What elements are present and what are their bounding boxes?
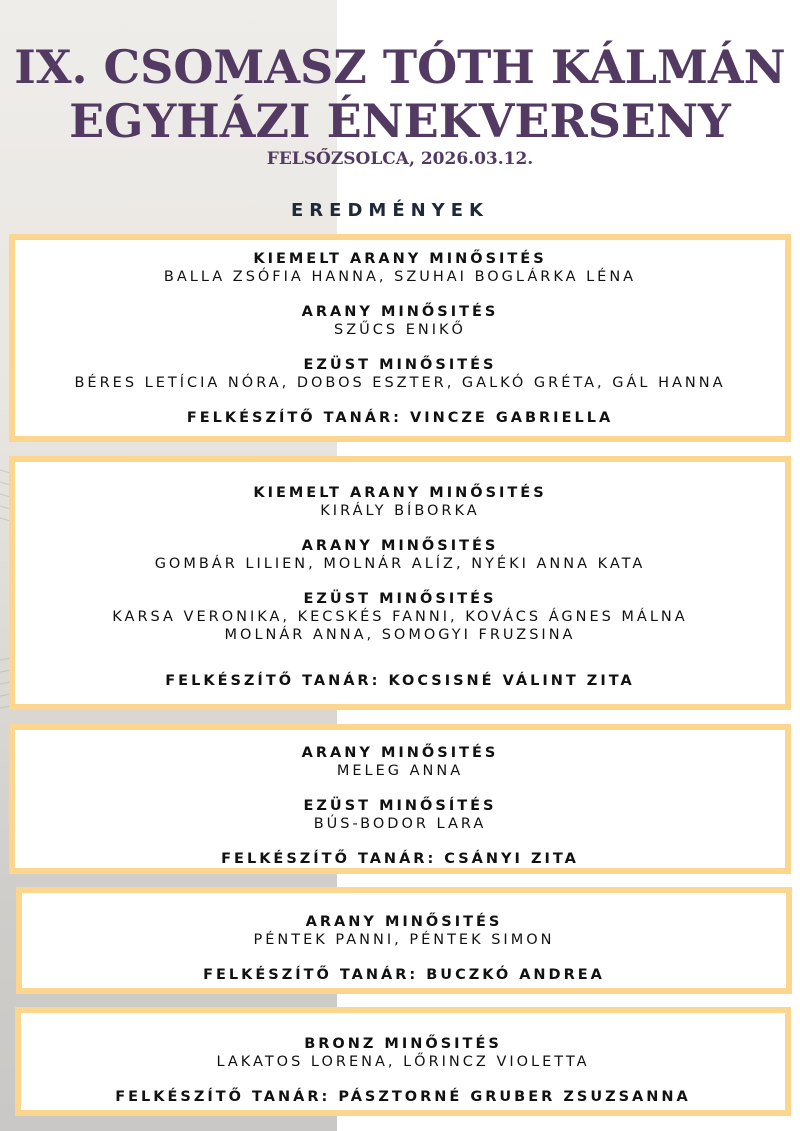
- result-group-2: [9, 456, 791, 710]
- teacher-label: FELKÉSZÍTŐ TANÁR: BUCZKÓ ANDREA: [203, 967, 605, 983]
- result-group-4: [16, 887, 792, 994]
- participant-names: MELEG ANNA: [336, 763, 464, 779]
- award-label: ARANY MINŐSITÉS: [301, 745, 499, 761]
- award-label: EZÜST MINŐSÍTÉS: [303, 798, 497, 814]
- participant-names: MOLNÁR ANNA, SOMOGYI FRUZSINA: [224, 627, 576, 643]
- page-title-line-1: IX. CSOMASZ TÓTH KÁLMÁN: [14, 40, 786, 94]
- award-label: EZÜST MINŐSITÉS: [303, 357, 497, 373]
- participant-names: BÚS-BODOR LARA: [313, 816, 487, 832]
- teacher-label: FELKÉSZÍTŐ TANÁR: KOCSISNÉ VÁLINT ZITA: [165, 673, 635, 689]
- participant-names: KIRÁLY BÍBORKA: [320, 503, 480, 519]
- award-label: KIEMELT ARANY MINŐSITÉS: [253, 485, 547, 501]
- award-label: KIEMELT ARANY MINŐSITÉS: [253, 251, 547, 267]
- participant-names: GOMBÁR LILIEN, MOLNÁR ALÍZ, NYÉKI ANNA KATA: [154, 556, 646, 572]
- award-label: BRONZ MINŐSITÉS: [304, 1036, 502, 1052]
- participant-names: LAKATOS LORENA, LŐRINCZ VIOLETTA: [216, 1054, 590, 1070]
- participant-names: PÉNTEK PANNI, PÉNTEK SIMON: [253, 932, 555, 948]
- teacher-label: FELKÉSZÍTŐ TANÁR: VINCZE GABRIELLA: [186, 410, 614, 426]
- award-label: ARANY MINŐSITÉS: [301, 538, 499, 554]
- results-heading: EREDMÉNYEK: [291, 200, 489, 221]
- award-label: ARANY MINŐSITÉS: [301, 304, 499, 320]
- award-label: ARANY MINŐSITÉS: [305, 914, 503, 930]
- teacher-label: FELKÉSZÍTŐ TANÁR: PÁSZTORNÉ GRUBER ZSUZSANNA: [115, 1089, 691, 1105]
- participant-names: BALLA ZSÓFIA HANNA, SZUHAI BOGLÁRKA LÉNA: [163, 269, 637, 285]
- award-label: EZÜST MINŐSITÉS: [303, 591, 497, 607]
- result-group-5: [15, 1007, 791, 1116]
- participant-names: BÉRES LETÍCIA NÓRA, DOBOS ESZTER, GALKÓ GRÉTA, GÁL HANNA: [74, 375, 726, 391]
- participant-names: KARSA VERONIKA, KECSKÉS FANNI, KOVÁCS ÁGNES MÁLNA: [112, 609, 688, 625]
- result-group-3: [9, 724, 791, 874]
- teacher-label: FELKÉSZÍTŐ TANÁR: CSÁNYI ZITA: [221, 851, 579, 867]
- result-group-1: [9, 234, 791, 442]
- participant-names: SZŰCS ENIKŐ: [334, 322, 466, 338]
- event-location-date: FELSŐZSOLCA, 2026.03.12.: [266, 149, 534, 169]
- page-title-line-2: EGYHÁZI ÉNEKVERSENY: [69, 94, 731, 148]
